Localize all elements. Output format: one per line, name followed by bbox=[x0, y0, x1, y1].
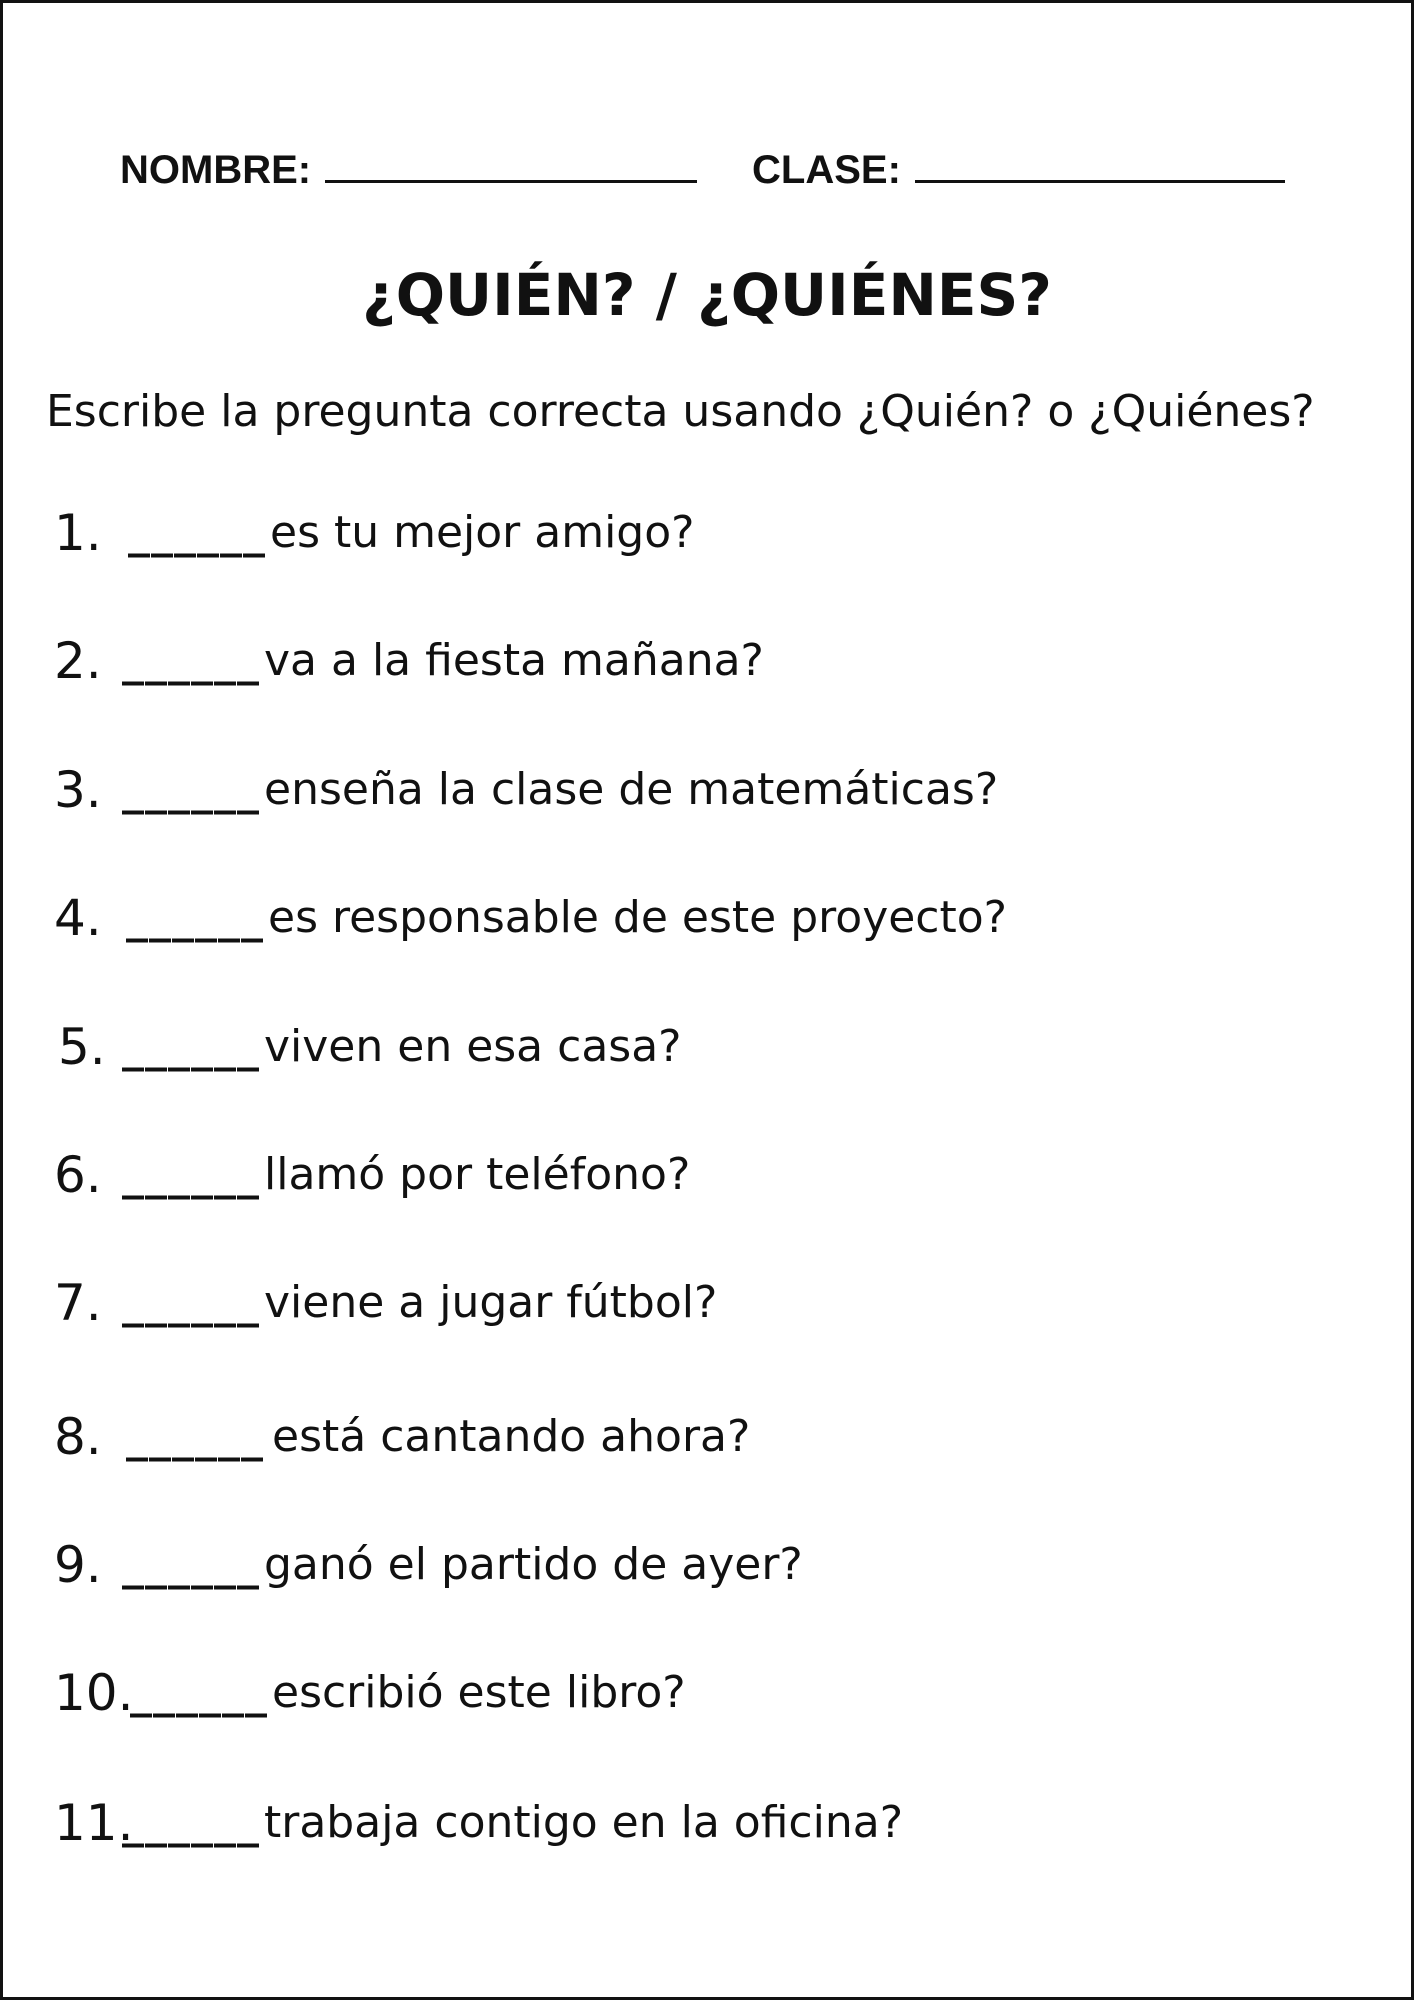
question-text: llamó por teléfono? bbox=[264, 1149, 691, 1200]
question-text: trabaja contigo en la oficina? bbox=[264, 1797, 904, 1848]
question-number: 7. bbox=[54, 1274, 102, 1332]
answer-blank[interactable]: ______ bbox=[130, 1667, 268, 1718]
question-item bbox=[54, 1532, 1374, 1598]
answer-blank[interactable]: ______ bbox=[122, 1021, 260, 1072]
clase-label: CLASE: bbox=[752, 148, 901, 192]
question-text: viene a jugar fútbol? bbox=[264, 1277, 718, 1328]
question-text: viven en esa casa? bbox=[264, 1021, 682, 1072]
question-item bbox=[54, 757, 1374, 823]
question-number: 4. bbox=[54, 889, 102, 947]
question-item bbox=[54, 500, 1374, 566]
question-number: 11. bbox=[54, 1794, 134, 1852]
question-item bbox=[54, 885, 1374, 951]
question-text: está cantando ahora? bbox=[272, 1411, 751, 1462]
answer-blank[interactable]: ______ bbox=[122, 1149, 260, 1200]
question-text: enseña la clase de matemáticas? bbox=[264, 764, 999, 815]
question-number: 3. bbox=[54, 761, 102, 819]
answer-blank[interactable]: ______ bbox=[122, 1539, 260, 1590]
question-text: es tu mejor amigo? bbox=[270, 507, 695, 558]
answer-blank[interactable]: ______ bbox=[122, 635, 260, 686]
question-item bbox=[54, 1142, 1374, 1208]
question-number: 1. bbox=[54, 504, 102, 562]
question-item bbox=[54, 628, 1374, 694]
question-number: 6. bbox=[54, 1146, 102, 1204]
question-item bbox=[54, 1270, 1374, 1336]
nombre-field bbox=[120, 145, 697, 195]
clase-field bbox=[752, 145, 1285, 195]
answer-blank[interactable]: ______ bbox=[128, 507, 266, 558]
answer-blank[interactable]: ______ bbox=[126, 1411, 264, 1462]
worksheet-title: ¿QUIÉN? / ¿QUIÉNES? bbox=[362, 261, 1052, 329]
answer-blank[interactable]: ______ bbox=[126, 892, 264, 943]
student-info-header bbox=[120, 145, 1300, 195]
nombre-label: NOMBRE: bbox=[120, 148, 312, 192]
question-number: 9. bbox=[54, 1536, 102, 1594]
question-item bbox=[54, 1660, 1374, 1726]
question-text: ganó el partido de ayer? bbox=[264, 1539, 803, 1590]
answer-blank[interactable]: ______ bbox=[122, 764, 260, 815]
question-text: escribió este libro? bbox=[272, 1667, 686, 1718]
nombre-blank-line[interactable] bbox=[325, 166, 697, 183]
question-text: es responsable de este proyecto? bbox=[268, 892, 1008, 943]
question-number: 2. bbox=[54, 632, 102, 690]
question-item bbox=[54, 1790, 1374, 1856]
question-number: 8. bbox=[54, 1408, 102, 1466]
question-number: 5. bbox=[58, 1018, 106, 1076]
worksheet-instruction: Escribe la pregunta correcta usando ¿Quién? o ¿Quiénes? bbox=[46, 386, 1315, 437]
answer-blank[interactable]: ______ bbox=[122, 1797, 260, 1848]
clase-blank-line[interactable] bbox=[915, 166, 1285, 183]
question-text: va a la fiesta mañana? bbox=[264, 635, 764, 686]
question-number: 10. bbox=[54, 1664, 134, 1722]
question-item bbox=[54, 1014, 1374, 1080]
question-item bbox=[54, 1404, 1374, 1470]
answer-blank[interactable]: ______ bbox=[122, 1277, 260, 1328]
